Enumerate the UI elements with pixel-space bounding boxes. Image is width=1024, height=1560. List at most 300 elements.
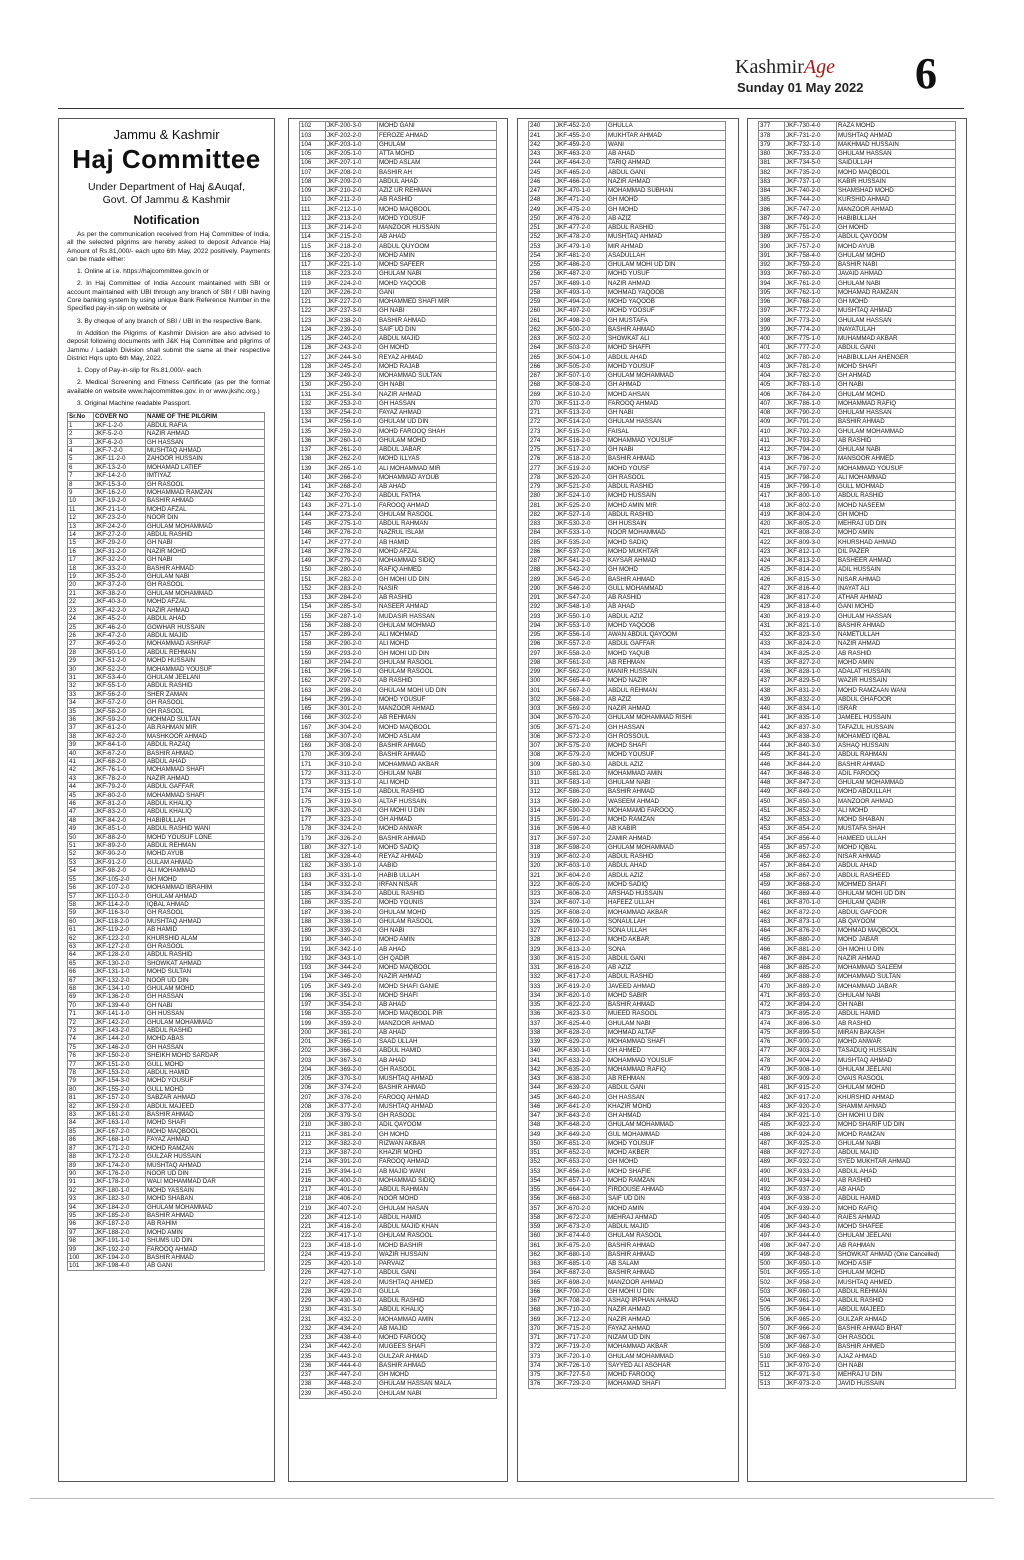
pilgrim-name-cell: SAIDULLAH bbox=[837, 159, 956, 168]
cover-no-cell: JKF-927-2-0 bbox=[785, 1148, 837, 1157]
pilgrim-name-cell: HABIB ULLAH bbox=[378, 871, 497, 880]
sr-no-cell: 224 bbox=[300, 1250, 326, 1259]
sr-no-cell: 22 bbox=[68, 598, 94, 606]
cover-no-cell: JKF-502-2-0 bbox=[555, 334, 607, 343]
sr-no-cell: 269 bbox=[529, 390, 555, 399]
pilgrim-name-cell: MOHD ASLAM bbox=[378, 159, 497, 168]
pilgrim-name-cell: MOHAMMAD SHAFI bbox=[607, 1037, 726, 1046]
sr-no-cell: 205 bbox=[300, 1074, 326, 1083]
cover-no-cell: JKF-870-1-0 bbox=[785, 899, 837, 908]
cover-no-cell: JKF-628-2-0 bbox=[555, 1028, 607, 1037]
sr-no-cell: 406 bbox=[759, 390, 785, 399]
pilgrim-name-cell: GH MOHI U DIN bbox=[837, 945, 956, 954]
pilgrim-name-cell: AB AHAD bbox=[378, 1028, 497, 1037]
pilgrim-name-cell: MUEED RASOOL bbox=[607, 1010, 726, 1019]
sr-no-cell: 4 bbox=[68, 446, 94, 454]
sr-no-cell: 57 bbox=[68, 892, 94, 900]
sr-no-cell: 94 bbox=[68, 1203, 94, 1211]
pilgrim-name-cell: MOHMAD YAQOOB bbox=[607, 288, 726, 297]
table-row bbox=[68, 589, 265, 597]
table-row bbox=[300, 1000, 497, 1009]
table-row bbox=[68, 581, 265, 589]
sr-no-cell: 435 bbox=[759, 658, 785, 667]
pilgrim-name-cell: JAVAID AHMAD bbox=[837, 270, 956, 279]
pilgrim-name-cell: NOOR MOHD bbox=[378, 1195, 497, 1204]
cover-no-cell: JKF-737-1-0 bbox=[785, 177, 837, 186]
table-row bbox=[68, 1220, 265, 1228]
pilgrim-name-cell: MOHAMMAD RAMZAN bbox=[146, 489, 265, 497]
pilgrim-name-cell: BASHIR AHMAD bbox=[837, 760, 956, 769]
pilgrim-name-cell: GANI bbox=[378, 288, 497, 297]
cover-no-cell: JKF-619-2-0 bbox=[555, 982, 607, 991]
cover-no-cell: JKF-639-2-0 bbox=[555, 1084, 607, 1093]
pilgrim-name-cell: HABIBULLAH bbox=[146, 816, 265, 824]
sr-no-cell: 17 bbox=[68, 556, 94, 564]
pilgrim-name-cell: GULL MOHD bbox=[146, 1060, 265, 1068]
sr-no-cell: 70 bbox=[68, 1001, 94, 1009]
sr-no-cell: 198 bbox=[300, 1010, 326, 1019]
sr-no-cell: 472 bbox=[759, 1000, 785, 1009]
pilgrim-name-cell: RAIES AHMAD bbox=[837, 1213, 956, 1222]
sr-no-cell: 192 bbox=[300, 954, 326, 963]
cover-no-cell: JKF-617-2-0 bbox=[555, 973, 607, 982]
pilgrim-name-cell: MUSHTAQ AHMED bbox=[378, 1278, 497, 1287]
table-row bbox=[529, 751, 726, 760]
sr-no-cell: 413 bbox=[759, 455, 785, 464]
pilgrim-name-cell: MOHAMMAD JABAR bbox=[837, 982, 956, 991]
pilgrim-name-cell: MOHAMMAD ASHRAF bbox=[146, 640, 265, 648]
cover-no-cell: JKF-50-1-0 bbox=[94, 648, 146, 656]
sr-no-cell: 172 bbox=[300, 769, 326, 778]
table-row bbox=[300, 834, 497, 843]
table-row bbox=[759, 806, 956, 815]
cover-no-cell: JKF-330-1-0 bbox=[326, 862, 378, 871]
table-row bbox=[300, 408, 497, 417]
sr-no-cell: 138 bbox=[300, 455, 326, 464]
sr-no-cell: 124 bbox=[300, 325, 326, 334]
table-row bbox=[68, 917, 265, 925]
pilgrim-name-cell: MOHD SHAFEE bbox=[837, 1222, 956, 1231]
pilgrim-name-cell: NISAR AHMAD bbox=[837, 575, 956, 584]
sr-no-cell: 393 bbox=[759, 270, 785, 279]
cover-no-cell: JKF-374-2-0 bbox=[326, 1084, 378, 1093]
cover-no-cell: JKF-212-1-0 bbox=[326, 205, 378, 214]
table-row bbox=[300, 325, 497, 334]
table-row bbox=[529, 242, 726, 251]
cover-no-cell: JKF-917-2-0 bbox=[785, 1093, 837, 1102]
table-row bbox=[759, 168, 956, 177]
cover-no-cell: JKF-758-4-0 bbox=[785, 251, 837, 260]
table-row bbox=[68, 1010, 265, 1018]
cover-no-cell: JKF-376-2-0 bbox=[326, 1093, 378, 1102]
pilgrim-name-cell: ABDUL KHALIQ bbox=[378, 1306, 497, 1315]
pilgrim-name-cell: MOHD YAQOOB bbox=[607, 621, 726, 630]
table-row bbox=[529, 584, 726, 593]
cover-no-cell: JKF-450-2-0 bbox=[326, 1389, 378, 1398]
pilgrim-name-cell: MOHD FAROOQ SHAH bbox=[378, 427, 497, 436]
table-row bbox=[68, 732, 265, 740]
sr-no-cell: 364 bbox=[529, 1269, 555, 1278]
pilgrim-name-cell: MOHD ANWAR bbox=[378, 825, 497, 834]
cover-no-cell: JKF-339-2-0 bbox=[326, 926, 378, 935]
pilgrim-name-cell: MOHAMMAD SULTAN bbox=[378, 371, 497, 380]
table-row bbox=[759, 1343, 956, 1352]
cover-no-cell: JKF-938-2-0 bbox=[785, 1195, 837, 1204]
cover-no-cell: JKF-143-2-0 bbox=[94, 1027, 146, 1035]
table-row bbox=[759, 214, 956, 223]
sr-no-cell: 312 bbox=[529, 788, 555, 797]
cover-no-cell: JKF-134-1-0 bbox=[94, 984, 146, 992]
pilgrim-name-cell: AB RASHID bbox=[837, 1176, 956, 1185]
cover-no-cell: JKF-607-1-0 bbox=[555, 899, 607, 908]
cover-no-cell: JKF-827-2-0 bbox=[785, 658, 837, 667]
pilgrim-name-cell: GH ROSSOUL bbox=[607, 732, 726, 741]
cover-no-cell: JKF-116-3-0 bbox=[94, 909, 146, 917]
pilgrim-name-cell: GH NABI bbox=[378, 307, 497, 316]
table-row bbox=[300, 242, 497, 251]
pilgrim-name-cell: MANSOOR AHMED bbox=[837, 455, 956, 464]
table-row bbox=[68, 1253, 265, 1261]
cover-no-cell: JKF-308-2-0 bbox=[326, 741, 378, 750]
cover-no-cell: JKF-889-2-0 bbox=[785, 982, 837, 991]
table-row bbox=[759, 612, 956, 621]
table-row bbox=[759, 575, 956, 584]
pilgrim-name-cell: ABDUL MAJEED bbox=[146, 1102, 265, 1110]
table-row bbox=[68, 606, 265, 614]
cover-no-cell: JKF-442-2-0 bbox=[326, 1343, 378, 1352]
table-row bbox=[300, 427, 497, 436]
table-row bbox=[529, 760, 726, 769]
table-row bbox=[68, 657, 265, 665]
cover-no-cell: JKF-203-1-0 bbox=[326, 140, 378, 149]
pilgrim-name-cell: MUSHTAQ AHMAD bbox=[837, 131, 956, 140]
table-row bbox=[759, 667, 956, 676]
sr-no-cell: 263 bbox=[529, 334, 555, 343]
sr-no-cell: 35 bbox=[68, 707, 94, 715]
table-row bbox=[529, 704, 726, 713]
sr-no-cell: 461 bbox=[759, 899, 785, 908]
table-row bbox=[529, 963, 726, 972]
cover-no-cell: JKF-510-2-0 bbox=[555, 390, 607, 399]
sr-no-cell: 187 bbox=[300, 908, 326, 917]
pilgrim-name-cell: NISAR AHMAD bbox=[837, 852, 956, 861]
cover-no-cell: JKF-511-2-0 bbox=[555, 399, 607, 408]
cover-no-cell: JKF-944-4-0 bbox=[785, 1232, 837, 1241]
table-row bbox=[300, 223, 497, 232]
cover-no-cell: JKF-205-1-0 bbox=[326, 149, 378, 158]
sr-no-cell: 474 bbox=[759, 1019, 785, 1028]
cover-no-cell: JKF-757-2-0 bbox=[785, 242, 837, 251]
pilgrim-name-cell: MANZOOR HUSSAIN bbox=[378, 223, 497, 232]
table-row bbox=[300, 843, 497, 852]
table-row bbox=[300, 464, 497, 473]
table-row bbox=[529, 408, 726, 417]
pilgrim-name-cell: ABDUL RAFIA bbox=[146, 421, 265, 429]
sr-no-cell: 276 bbox=[529, 455, 555, 464]
table-row bbox=[529, 1019, 726, 1028]
table-row bbox=[759, 1130, 956, 1139]
cover-no-cell: JKF-873-1-0 bbox=[785, 917, 837, 926]
table-row bbox=[759, 492, 956, 501]
sr-no-cell: 400 bbox=[759, 334, 785, 343]
sr-no-cell: 330 bbox=[529, 954, 555, 963]
sr-no-cell: 414 bbox=[759, 464, 785, 473]
pilgrim-name-cell: ABDUL QUYOOM bbox=[378, 242, 497, 251]
table-row bbox=[759, 297, 956, 306]
pilgrim-name-cell: GHULAM RASOOL bbox=[378, 667, 497, 676]
cover-no-cell: JKF-470-1-0 bbox=[555, 186, 607, 195]
cover-no-cell: JKF-336-2-0 bbox=[326, 908, 378, 917]
sr-no-cell: 231 bbox=[300, 1315, 326, 1324]
cover-no-cell: JKF-127-2-0 bbox=[94, 942, 146, 950]
cover-no-cell: JKF-921-1-0 bbox=[785, 1111, 837, 1120]
sr-no-cell: 322 bbox=[529, 880, 555, 889]
cover-no-cell: JKF-227-2-0 bbox=[326, 297, 378, 306]
pilgrim-name-cell: HAMEED ULLAH bbox=[837, 834, 956, 843]
cover-no-cell: JKF-128-2-0 bbox=[94, 951, 146, 959]
footer-rule bbox=[30, 1498, 994, 1499]
sr-no-cell: 61 bbox=[68, 926, 94, 934]
sr-no-cell: 391 bbox=[759, 251, 785, 260]
pilgrim-name-cell: SHOWKAT AHMAD bbox=[146, 959, 265, 967]
cover-no-cell: JKF-182-3-0 bbox=[94, 1195, 146, 1203]
cover-no-cell: JKF-643-2-0 bbox=[555, 1111, 607, 1120]
pilgrim-name-cell: GH MOHI UD DIN bbox=[378, 649, 497, 658]
cover-no-cell: JKF-937-2-0 bbox=[785, 1185, 837, 1194]
table-row bbox=[68, 522, 265, 530]
table-row bbox=[529, 621, 726, 630]
cover-no-cell: JKF-391-2-0 bbox=[326, 1158, 378, 1167]
cover-no-cell: JKF-545-2-0 bbox=[555, 575, 607, 584]
sr-no-cell: 206 bbox=[300, 1084, 326, 1093]
cover-no-cell: JKF-355-2-0 bbox=[326, 1010, 378, 1019]
pilgrim-name-cell: MOHD HUSSAIN bbox=[146, 657, 265, 665]
sr-no-cell: 439 bbox=[759, 695, 785, 704]
table-row bbox=[68, 749, 265, 757]
sr-no-cell: 249 bbox=[529, 205, 555, 214]
pilgrim-name-cell: IMTIYAZ bbox=[146, 472, 265, 480]
pilgrim-name-cell: ABDUL AHAD bbox=[837, 1167, 956, 1176]
sr-no-cell: 454 bbox=[759, 834, 785, 843]
cover-no-cell: JKF-837-3-0 bbox=[785, 723, 837, 732]
pilgrim-name-cell: ABDUL QAYOOM bbox=[837, 233, 956, 242]
table-row bbox=[759, 936, 956, 945]
cover-no-cell: JKF-814-2-0 bbox=[785, 566, 837, 575]
table-row bbox=[759, 159, 956, 168]
pilgrim-name-cell: MOHD YOUSUF bbox=[378, 695, 497, 704]
table-header-row bbox=[68, 413, 265, 421]
sr-no-cell: 483 bbox=[759, 1102, 785, 1111]
pilgrim-name-cell: GH AHMAD bbox=[607, 381, 726, 390]
table-row bbox=[68, 690, 265, 698]
pilgrim-name-cell: NAMETULLAH bbox=[837, 630, 956, 639]
cover-no-cell: JKF-220-2-0 bbox=[326, 251, 378, 260]
pilgrim-name-cell: WANI bbox=[607, 140, 726, 149]
sr-no-cell: 290 bbox=[529, 584, 555, 593]
table-row bbox=[300, 538, 497, 547]
cover-no-cell: JKF-700-2-0 bbox=[555, 1287, 607, 1296]
table-row bbox=[759, 741, 956, 750]
table-row bbox=[300, 362, 497, 371]
table-row bbox=[300, 353, 497, 362]
pilgrim-name-cell: ALI MOHAMMAD bbox=[146, 867, 265, 875]
table-row bbox=[300, 871, 497, 880]
pilgrim-table-4 bbox=[758, 121, 956, 1389]
table-row bbox=[300, 862, 497, 871]
table-row bbox=[529, 1037, 726, 1046]
cover-no-cell: JKF-687-2-0 bbox=[555, 1269, 607, 1278]
table-row bbox=[68, 547, 265, 555]
cover-no-cell: JKF-33-2-0 bbox=[94, 564, 146, 572]
sr-no-cell: 53 bbox=[68, 858, 94, 866]
sr-no-cell: 108 bbox=[300, 177, 326, 186]
pilgrim-name-cell: GH MOHI U DIN bbox=[378, 806, 497, 815]
table-row bbox=[300, 1158, 497, 1167]
pilgrim-name-cell: MIRAN BAKASH bbox=[837, 1028, 956, 1037]
cover-no-cell: JKF-546-2-0 bbox=[555, 584, 607, 593]
table-row bbox=[68, 480, 265, 488]
pilgrim-name-cell: MOHAMMAD SIDIQ bbox=[378, 1176, 497, 1185]
sr-no-cell: 196 bbox=[300, 991, 326, 1000]
cover-no-cell: JKF-64-1-0 bbox=[94, 741, 146, 749]
table-row bbox=[68, 438, 265, 446]
sr-no-cell: 10 bbox=[68, 497, 94, 505]
sr-no-cell: 285 bbox=[529, 538, 555, 547]
table-row bbox=[759, 769, 956, 778]
table-row bbox=[759, 788, 956, 797]
sr-no-cell: 411 bbox=[759, 436, 785, 445]
pilgrim-name-cell: ABDUL AHAD bbox=[146, 758, 265, 766]
cover-no-cell: JKF-67-2-0 bbox=[94, 749, 146, 757]
sr-no-cell: 134 bbox=[300, 418, 326, 427]
cover-no-cell: JKF-394-1-0 bbox=[326, 1167, 378, 1176]
pilgrim-name-cell: SAAD ULLAH bbox=[378, 1037, 497, 1046]
pilgrim-name-cell: ABDUL GHAFOOR bbox=[837, 695, 956, 704]
pilgrim-name-cell: NAZIR AHMAD bbox=[378, 973, 497, 982]
table-row bbox=[759, 899, 956, 908]
sr-no-cell: 482 bbox=[759, 1093, 785, 1102]
sr-no-cell: 493 bbox=[759, 1195, 785, 1204]
sr-no-cell: 389 bbox=[759, 233, 785, 242]
table-row bbox=[759, 843, 956, 852]
table-row bbox=[300, 418, 497, 427]
cover-no-cell: JKF-622-2-0 bbox=[555, 1000, 607, 1009]
sr-no-cell: 266 bbox=[529, 362, 555, 371]
pilgrim-name-cell: NAZIR AHMAD bbox=[837, 954, 956, 963]
pilgrim-name-cell: ABDUL REHMAN bbox=[146, 648, 265, 656]
pilgrim-name-cell: ABDUL REHMAN bbox=[146, 842, 265, 850]
pilgrim-name-cell: AB RAHIM bbox=[146, 1220, 265, 1228]
sr-no-cell: 410 bbox=[759, 427, 785, 436]
pilgrim-name-cell: WAZIR HUSSAIN bbox=[837, 677, 956, 686]
sr-no-cell: 238 bbox=[300, 1380, 326, 1389]
pilgrim-name-cell: GHULLA bbox=[607, 122, 726, 131]
pilgrim-name-cell: ABDUL RASHID bbox=[607, 973, 726, 982]
table-row bbox=[300, 973, 497, 982]
pilgrim-name-cell: BASHIR NABI bbox=[837, 260, 956, 269]
pilgrim-name-cell: AB RASHID bbox=[837, 649, 956, 658]
sr-no-cell: 39 bbox=[68, 741, 94, 749]
pilgrim-name-cell: ABDUL HAMID bbox=[837, 1195, 956, 1204]
cover-no-cell: JKF-740-2-0 bbox=[785, 186, 837, 195]
table-row bbox=[759, 538, 956, 547]
sr-no-cell: 288 bbox=[529, 566, 555, 575]
sr-no-cell: 103 bbox=[300, 131, 326, 140]
cover-no-cell: JKF-591-2-0 bbox=[555, 815, 607, 824]
cover-no-cell: JKF-943-2-0 bbox=[785, 1222, 837, 1231]
pilgrim-name-cell: BASHIR AHMAD BHAT bbox=[837, 1324, 956, 1333]
table-row bbox=[300, 205, 497, 214]
sr-no-cell: 336 bbox=[529, 1010, 555, 1019]
pilgrim-name-cell: MOHD BASHIR bbox=[378, 1241, 497, 1250]
cover-no-cell: JKF-786-1-0 bbox=[785, 399, 837, 408]
cover-no-cell: JKF-881-2-0 bbox=[785, 945, 837, 954]
cover-no-cell: JKF-798-2-0 bbox=[785, 473, 837, 482]
sr-no-cell: 311 bbox=[529, 778, 555, 787]
pilgrim-name-cell: ASHAQ HUSSAIN bbox=[837, 741, 956, 750]
sr-no-cell: 1 bbox=[68, 421, 94, 429]
cover-no-cell: JKF-416-2-0 bbox=[326, 1222, 378, 1231]
pilgrim-name-cell: MOHD YAQOOB bbox=[607, 297, 726, 306]
cover-no-cell: JKF-586-2-0 bbox=[555, 788, 607, 797]
cover-no-cell: JKF-800-1-0 bbox=[785, 492, 837, 501]
pilgrim-name-cell: MOHD YOUSUF bbox=[146, 1077, 265, 1085]
table-row bbox=[529, 519, 726, 528]
sr-no-cell: 398 bbox=[759, 316, 785, 325]
sr-no-cell: 286 bbox=[529, 547, 555, 556]
table-row bbox=[759, 871, 956, 880]
cover-no-cell: JKF-151-2-0 bbox=[94, 1060, 146, 1068]
pilgrim-name-cell: TAFAZUL HUSSAIN bbox=[837, 723, 956, 732]
pilgrim-name-cell: MOHAMMAD RAFIQ bbox=[837, 399, 956, 408]
sr-no-cell: 456 bbox=[759, 852, 785, 861]
table-row bbox=[68, 665, 265, 673]
pilgrim-name-cell: SHER ZAMAN bbox=[146, 690, 265, 698]
sr-no-cell: 349 bbox=[529, 1130, 555, 1139]
table-row bbox=[759, 177, 956, 186]
pilgrim-name-cell: GULLA bbox=[378, 1287, 497, 1296]
table-row bbox=[759, 621, 956, 630]
pilgrim-name-cell: MOHD AMIN bbox=[378, 936, 497, 945]
table-row bbox=[759, 1000, 956, 1009]
sr-no-cell: 140 bbox=[300, 473, 326, 482]
table-row bbox=[68, 816, 265, 824]
table-row bbox=[300, 677, 497, 686]
table-row bbox=[759, 510, 956, 519]
sr-no-cell: 359 bbox=[529, 1222, 555, 1231]
table-row bbox=[68, 993, 265, 1001]
pilgrim-name-cell: BASHIR AHMAD bbox=[837, 418, 956, 427]
pilgrim-name-cell: GH NABI bbox=[607, 408, 726, 417]
column-3 bbox=[517, 118, 739, 1482]
cover-no-cell: JKF-674-4-0 bbox=[555, 1232, 607, 1241]
sr-no-cell: 211 bbox=[300, 1130, 326, 1139]
sr-no-cell: 427 bbox=[759, 584, 785, 593]
cover-no-cell: JKF-85-1-0 bbox=[94, 825, 146, 833]
pilgrim-name-cell: GHULAM MOHD bbox=[378, 436, 497, 445]
table-row bbox=[68, 1102, 265, 1110]
sr-no-cell: 498 bbox=[759, 1241, 785, 1250]
table-row bbox=[529, 1250, 726, 1259]
sr-no-cell: 468 bbox=[759, 963, 785, 972]
pilgrim-name-cell: AB RASHID bbox=[607, 593, 726, 602]
sr-no-cell: 308 bbox=[529, 751, 555, 760]
cover-no-cell: JKF-19-2-0 bbox=[94, 497, 146, 505]
pilgrim-name-cell: NAZIR AHMAD bbox=[146, 430, 265, 438]
table-row bbox=[529, 880, 726, 889]
table-row bbox=[68, 766, 265, 774]
cover-no-cell: JKF-615-2-0 bbox=[555, 954, 607, 963]
